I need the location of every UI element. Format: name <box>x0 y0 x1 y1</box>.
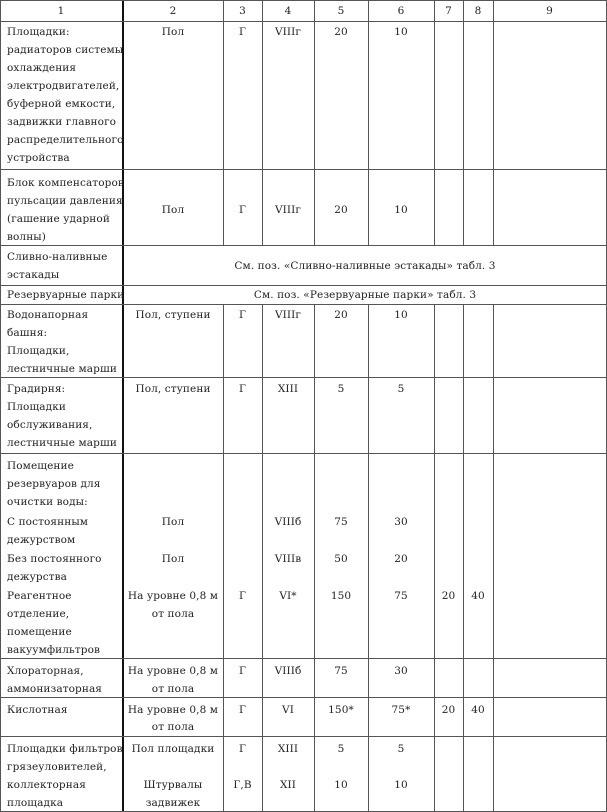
surface-cell: Пол площадки <box>131 743 215 755</box>
subrow-name-line: дежурством <box>7 534 76 546</box>
illum-cell: 5 <box>397 743 405 755</box>
row-name-line: Площадки фильтров <box>7 743 123 755</box>
row-name-line: аммонизаторная <box>7 683 103 695</box>
surface-cell: Пол, ступени <box>135 309 211 321</box>
grid-line <box>314 0 315 812</box>
plane-cell: Г <box>238 204 247 216</box>
illum-cell: 50 <box>334 553 348 565</box>
surface-cell: Пол <box>161 553 185 565</box>
grade-cell: VIIIб <box>274 665 302 677</box>
grid-line <box>368 0 369 812</box>
grid-line <box>0 453 607 454</box>
plane-cell: Г <box>238 743 247 755</box>
row-name-line: обслуживания, <box>7 419 93 431</box>
grade-cell: VIIIг <box>274 204 302 216</box>
row-name-line: Блок компенсаторов <box>7 177 124 189</box>
illum-cell: 75 <box>394 590 408 602</box>
surface-cell: На уровне 0,8 м <box>127 590 219 602</box>
subrow-name-line: Без постоянного <box>7 553 102 565</box>
illum-cell: 10 <box>394 309 408 321</box>
row-name-line: пульсации давления <box>7 195 123 207</box>
illum-cell: 150 <box>330 590 352 602</box>
grid-line <box>0 304 607 305</box>
subrow-name-line: Реагентное <box>7 590 72 602</box>
grid-line <box>262 0 263 812</box>
row-name-line: задвижки главного <box>7 116 117 128</box>
row-name-line: Площадки <box>7 401 66 413</box>
row-name-line: Кислотная <box>7 704 68 716</box>
illum-cell: 20 <box>334 309 348 321</box>
grid-line <box>223 0 224 812</box>
row-name-line: волны) <box>7 231 46 243</box>
surface-cell: задвижек <box>145 797 201 809</box>
illum-cell: 75 <box>334 516 348 528</box>
col8-cell: 40 <box>471 590 485 602</box>
row-name-line: очистки воды: <box>7 496 88 508</box>
illum-cell: 10 <box>394 26 408 38</box>
illum-cell: 5 <box>337 743 345 755</box>
row-name-line: коллекторная <box>7 779 86 791</box>
grid-line <box>0 169 607 170</box>
row-name-line: Помещение <box>7 460 74 472</box>
surface-cell: Пол <box>161 26 185 38</box>
illum-cell: 5 <box>397 383 405 395</box>
row-name-line: эстакады <box>7 269 60 281</box>
col8-cell: 40 <box>471 704 485 716</box>
grade-cell: VIIIг <box>274 26 302 38</box>
header-cell: 2 <box>169 5 177 17</box>
row-name-line: Резервуарные парки <box>7 289 125 301</box>
row-name-line: грязеуловителей, <box>7 761 107 773</box>
illum-cell: 10 <box>394 204 408 216</box>
row-name-line: Водонапорная <box>7 309 89 321</box>
span-text: См. поз. «Резервуарные парки» табл. 3 <box>253 289 477 301</box>
grade-cell: VI <box>282 704 294 716</box>
illum-cell: 150* <box>328 704 354 716</box>
illum-cell: 30 <box>394 516 408 528</box>
plane-cell: Г,В <box>233 779 252 791</box>
surface-cell: На уровне 0,8 м <box>127 704 219 716</box>
grid-line <box>0 736 607 737</box>
subrow-name-line: отделение, <box>7 608 70 620</box>
illum-cell: 10 <box>394 779 408 791</box>
row-name-line: Хлораторная, <box>7 665 84 677</box>
illum-cell: 30 <box>394 665 408 677</box>
row-name-line: электродвигателей, <box>7 80 120 92</box>
header-cell: 7 <box>445 5 452 17</box>
plane-cell: Г <box>238 309 247 321</box>
row-name-line: площадка <box>7 797 64 809</box>
row-name-line: лестничные марши <box>7 363 117 375</box>
surface-cell: от пола <box>151 721 195 733</box>
plane-cell: Г <box>238 704 247 716</box>
grid-line <box>434 0 435 812</box>
plane-cell: Г <box>238 26 247 38</box>
illum-cell: 20 <box>394 553 408 565</box>
header-cell: 9 <box>546 5 553 17</box>
surface-cell: от пола <box>151 608 195 620</box>
row-name-line: Градирня: <box>7 383 66 395</box>
row-name-line: Сливно-наливные <box>7 251 108 263</box>
subrow-name-line: С постоянным <box>7 516 89 528</box>
subrow-name-line: дежурства <box>7 571 67 583</box>
row-name-line: (гашение ударной <box>7 213 110 225</box>
surface-cell: Пол, ступени <box>135 383 211 395</box>
row-name-line: радиаторов системы <box>7 44 124 56</box>
row-name-line: Площадки, <box>7 345 70 357</box>
grid-line <box>0 0 607 1</box>
grid-line <box>0 0 1 812</box>
row-name-line: распределительного <box>7 134 124 146</box>
plane-cell: Г <box>238 665 247 677</box>
row-name-line: охлаждения <box>7 62 77 74</box>
grid-line <box>0 21 607 22</box>
col7-cell: 20 <box>441 590 456 602</box>
subrow-name-line: вакуумфильтров <box>7 644 101 656</box>
grade-cell: VIIIв <box>274 553 302 565</box>
col7-cell: 20 <box>441 704 456 716</box>
surface-cell: Штурвалы <box>143 779 203 791</box>
row-name-line: резервуаров для <box>7 478 101 490</box>
illum-cell: 5 <box>337 383 345 395</box>
grade-cell: XIII <box>277 383 299 395</box>
grade-cell: VIIIб <box>274 516 302 528</box>
header-cell: 6 <box>397 5 405 17</box>
plane-cell: Г <box>238 383 247 395</box>
header-cell: 3 <box>239 5 246 17</box>
subrow-name-line: помещение <box>7 626 72 638</box>
row-name-line: башня: <box>7 327 48 339</box>
row-name-line: устройства <box>7 152 70 164</box>
row-name-line: лестничные марши <box>7 437 117 449</box>
row-name-line: Площадки: <box>7 26 70 38</box>
illum-cell: 75* <box>391 704 411 716</box>
grid-line <box>493 0 494 812</box>
grade-cell: XIII <box>277 743 299 755</box>
illum-cell: 20 <box>334 26 348 38</box>
surface-cell: от пола <box>151 683 195 695</box>
grade-cell: VI* <box>279 590 297 602</box>
illum-cell: 10 <box>334 779 348 791</box>
surface-cell: Пол <box>161 516 185 528</box>
surface-cell: Пол <box>161 204 185 216</box>
header-cell: 8 <box>474 5 482 17</box>
illum-cell: 20 <box>334 204 348 216</box>
grade-cell: VIIIг <box>274 309 302 321</box>
surface-cell: На уровне 0,8 м <box>127 665 219 677</box>
header-cell: 5 <box>337 5 345 17</box>
grid-line <box>463 0 464 812</box>
row-name-line: буферной емкости, <box>7 98 116 110</box>
span-text: См. поз. «Сливно-наливные эстакады» табл. 3 <box>234 260 496 272</box>
illum-cell: 75 <box>334 665 348 677</box>
grade-cell: XII <box>279 779 297 791</box>
plane-cell: Г <box>238 590 247 602</box>
header-cell: 4 <box>284 5 292 17</box>
header-cell: 1 <box>57 5 65 17</box>
